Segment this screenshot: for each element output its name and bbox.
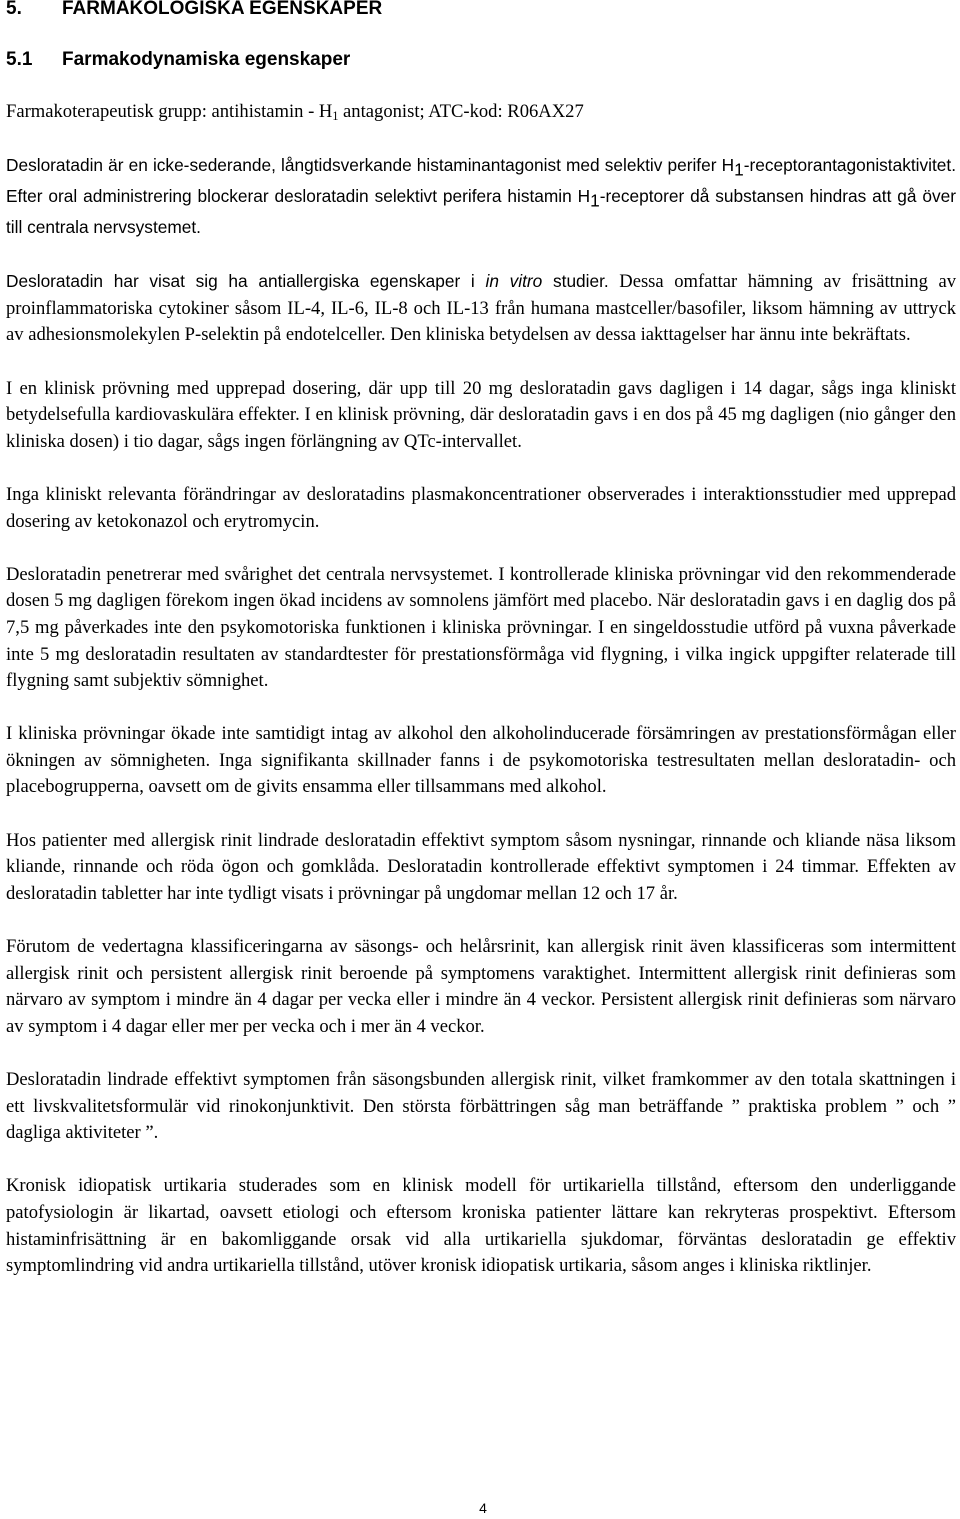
paragraph-urticaria: Kronisk idiopatisk urtikaria studerades som en klinisk modell för urtikariella tillstånd, eftersom den underliggande patofysiologin är likartad, oavsett etiologi och eftersom kroniska patienter lättare kan rekryteras prospektivt. Eftersom histaminfrisättning är en bakomliggande orsak vid alla urtikariella sjukdomar, förväntas desloratadin ge effektiv symptomlindring vid andra urtikariella tillstånd, utöver kronisk idiopatisk urtikaria, såsom anges i kliniska riktlinjer. [6, 1175, 956, 1277]
section-heading [6, 0, 956, 22]
subsection-title: Farmakodynamiska egenskaper [62, 49, 351, 70]
subsection-number: 5.1 [6, 49, 33, 70]
section-number: 5. [6, 0, 22, 19]
paragraph-interaction: Inga kliniskt relevanta förändringar av desloratadins plasmakoncentrationer observerades i interaktionsstudier med upprepad dosering av ketokonazol och erytromycin. [6, 483, 956, 532]
paragraph-mechanism-text-1: Desloratadin är en icke-sederande, långtidsverkande histaminantagonist med selektiv perifer H [6, 155, 735, 176]
pharmacotherapeutic-group [6, 99, 956, 126]
paragraph-classification: Förutom de vedertagna klassificeringarna av säsongs- och helårsrinit, kan allergisk rinit även klassificeras som intermittent allergisk rinit och persistent allergisk rinit beroende på symptomens varaktighet. Intermittent allergisk rinit definieras som närvaro av symptom i mindre än 4 dagar per vecka eller i mindre än 4 veckor. Persistent allergisk rinit definieras som närvaro av symptom i 4 dagar eller mer per vecka och i mer än 4 veckor. [6, 936, 956, 1037]
paragraph-mechanism-sub-2: 1 [590, 190, 600, 211]
paragraph-antiallergic-italic: in vitro [485, 271, 543, 292]
group-subscript: 1 [332, 109, 339, 124]
paragraph-cns: Desloratadin penetrerar med svårighet det centrala nervsystemet. I kontrollerade kliniska prövningar vid den rekommenderade dosen 5 mg dagligen förekom ingen ökad incidens av somnolens jämfört med placebo. När desloratadin gavs i en daglig dos på 7,5 mg påverkades inte den psykomotoriska funktionen i kliniska prövningar. I en singeldosstudie utförd på vuxna påverkade inte 5 mg desloratadin resultaten av standardtester för prestationsförmåga vid flygning, i vilka ingick uppgifter relaterade till flygning samt subjektiv sömnighet. [6, 563, 956, 692]
paragraph-mechanism-sub-1: 1 [734, 159, 744, 180]
paragraph-antiallergic [6, 268, 956, 349]
document-page [6, 0, 956, 1280]
paragraph-antiallergic-text-1: Desloratadin har visat sig ha antiallergiska egenskaper i [6, 271, 486, 292]
section-title: FARMAKOLOGISKA EGENSKAPER [62, 0, 383, 19]
paragraph-allergic-rhinitis: Hos patienter med allergisk rinit lindrade desloratadin effektivt symptom såsom nysningar, rinnande och kliande näsa liksom kliande, rinnande och röda ögon och gomklåda. Desloratadin kontrollerade effektivt symptomen i 24 timmar. Effekten av desloratadin tabletter har inte tydligt visats i prövningar på ungdomar mellan 12 och 17 år. [6, 829, 956, 904]
paragraph-mechanism-text-2: -receptorantagonistaktivitet. Efter oral administrering blockerar desloratadin selektivt perifera histamin H [6, 155, 956, 207]
paragraph-antiallergic-text-2: studier. [542, 271, 609, 292]
paragraph-cardiovascular: I en klinisk prövning med upprepad dosering, där upp till 20 mg desloratadin gavs dagligen i 14 dagar, sågs inga kliniskt betydelsefulla kardiovaskulära effekter. I en klinisk prövning, där desloratadin gavs i en dos på 45 mg dagligen (nio gånger den kliniska dosen) i tio dagar, sågs ingen förlängning av QTc-intervallet. [6, 377, 956, 452]
group-text-2: antagonist; ATC-kod: R06AX27 [338, 101, 584, 122]
subsection-heading [6, 47, 956, 73]
paragraph-mechanism-text-3: -receptorer då substansen hindras att gå över till centrala nervsystemet. [6, 186, 957, 237]
paragraph-alcohol: I kliniska prövningar ökade inte samtidigt intag av alkohol den alkoholinducerade försämringen av prestationsförmågan eller ökningen av sömnigheten. Inga signifikanta skillnader fanns i de psykomotoriska testresultaten mellan desloratadin- och placebogrupperna, oavsett om de givits ensamma eller tillsammans med alkohol. [6, 723, 956, 798]
paragraph-quality-of-life: Desloratadin lindrade effektivt symptomen från säsongsbunden allergisk rinit, vilket framkommer av den totala skattningen i ett livskvalitetsformulär vid rinokonjunktivit. Den största förbättringen såg man beträffande ” praktiska problem ” och ” dagliga aktiviteter ”. [6, 1069, 956, 1144]
paragraph-antiallergic-text-3: Dessa omfattar hämning av frisättning av proinflammatoriska cytokiner såsom IL-4, IL-6, IL-8 och IL-13 från humana mastceller/basofiler, liksom hämning av uttryck av adhesionsmolekylen P-selektin på endotelceller. Den kliniska betydelsen av dessa iakttagelser har ännu inte bekräftats. [6, 271, 956, 346]
page-number: 4 [479, 1500, 487, 1516]
group-text-1: Farmakoterapeutisk grupp: antihistamin - H [6, 101, 333, 122]
paragraph-mechanism [6, 152, 956, 241]
